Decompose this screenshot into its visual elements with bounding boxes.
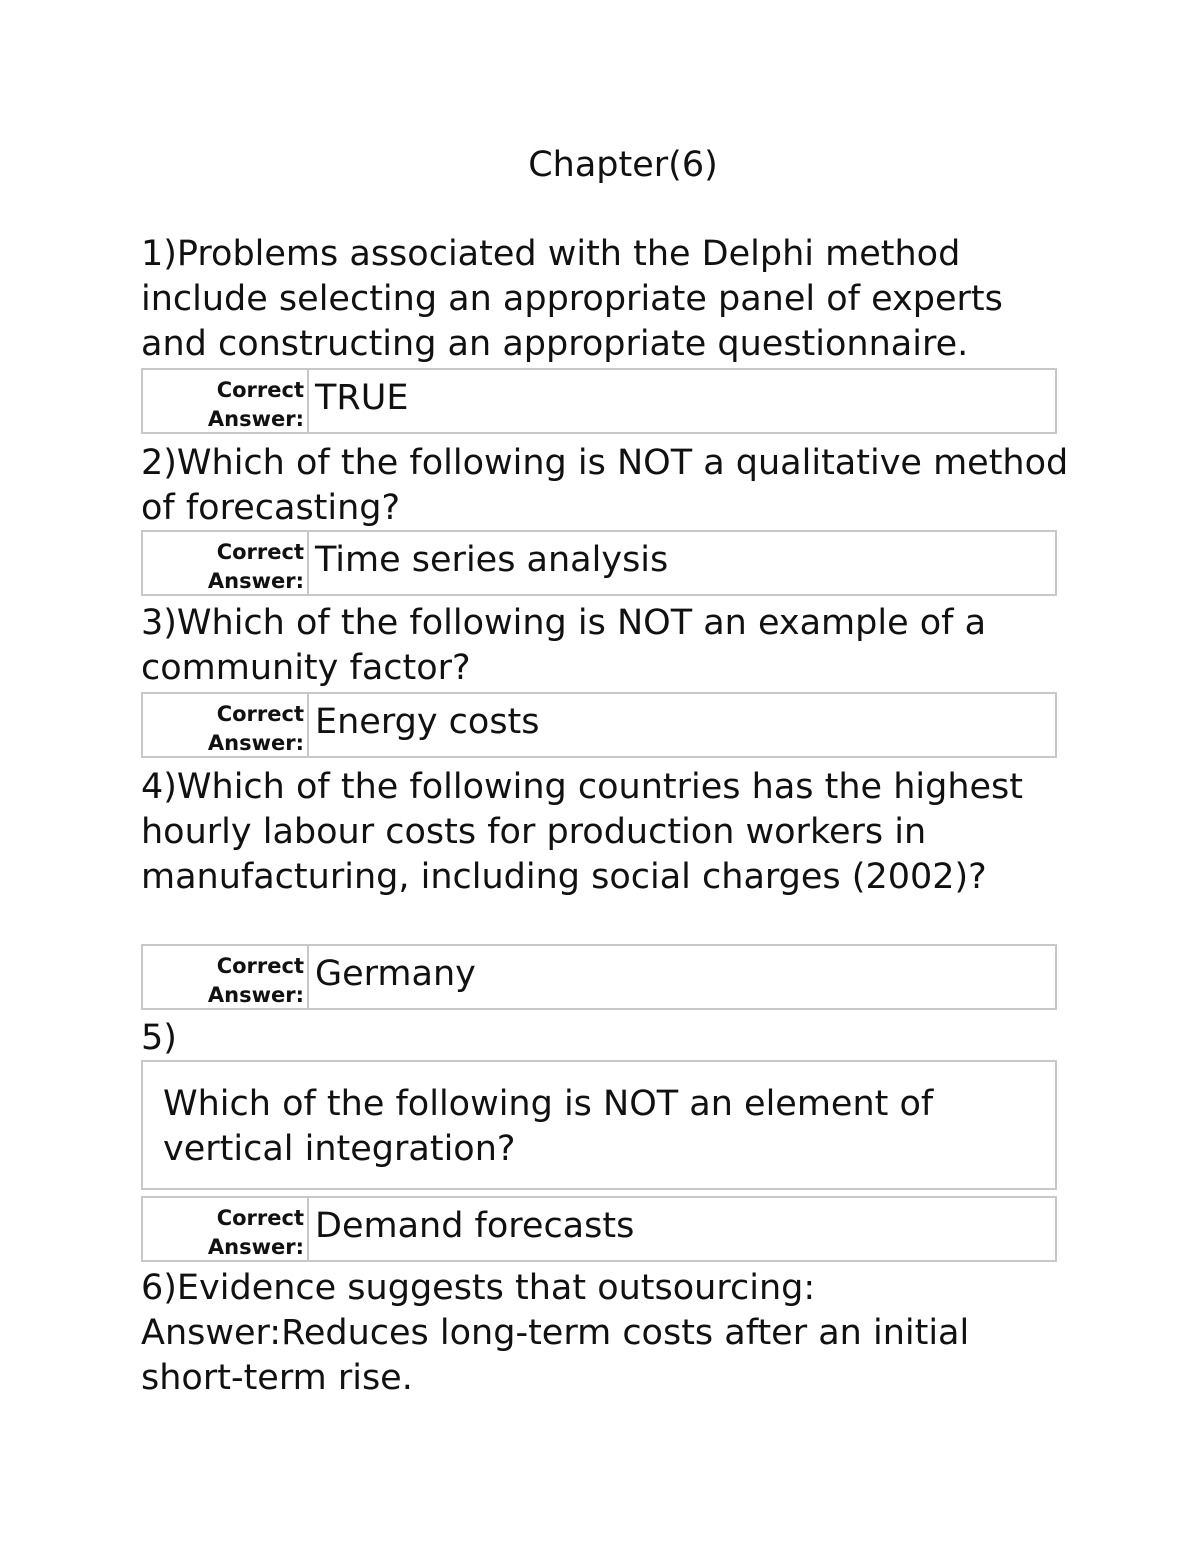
question-1-text: 1)Problems associated with the Delphi method include selecting an appropriate panel of experts and constructing an appropriate questionnaire. — [141, 234, 1014, 364]
question-6-inline-answer: Answer:Reduces long-term costs after an initial short-term rise. — [141, 1313, 981, 1398]
question-5-answer: Demand forecasts — [315, 1206, 635, 1246]
question-1-answer: TRUE — [315, 378, 409, 418]
question-2-text: 2)Which of the following is NOT a qualitative method of forecasting? — [141, 443, 1080, 528]
answer-label: Correct Answer: — [143, 694, 309, 756]
question-4-answer-table — [141, 944, 1057, 1010]
question-5-answer-table — [141, 1196, 1057, 1262]
chapter-title: Chapter(6) — [528, 145, 718, 185]
question-3-answer-table — [141, 692, 1057, 758]
question-5-box — [141, 1060, 1057, 1190]
question-2-answer: Time series analysis — [315, 540, 669, 580]
question-5-number: 5) — [141, 1018, 177, 1058]
question-1-answer-table — [141, 368, 1057, 434]
question-4-text: 4)Which of the following countries has the highest hourly labour costs for production workers in manufacturing, including social charges (2002)? — [141, 767, 1035, 897]
answer-label: Correct Answer: — [143, 1198, 309, 1260]
question-4-answer: Germany — [315, 954, 476, 994]
question-3-text: 3)Which of the following is NOT an example of a community factor? — [141, 603, 998, 688]
question-3-answer: Energy costs — [315, 702, 540, 742]
answer-label: Correct Answer: — [143, 370, 309, 432]
answer-label: Correct Answer: — [143, 532, 309, 594]
answer-label: Correct Answer: — [143, 946, 309, 1008]
question-6-text: 6)Evidence suggests that outsourcing: — [141, 1268, 816, 1308]
question-5-text: Which of the following is NOT an element of vertical integration? — [163, 1084, 934, 1169]
question-2-answer-table — [141, 530, 1057, 596]
